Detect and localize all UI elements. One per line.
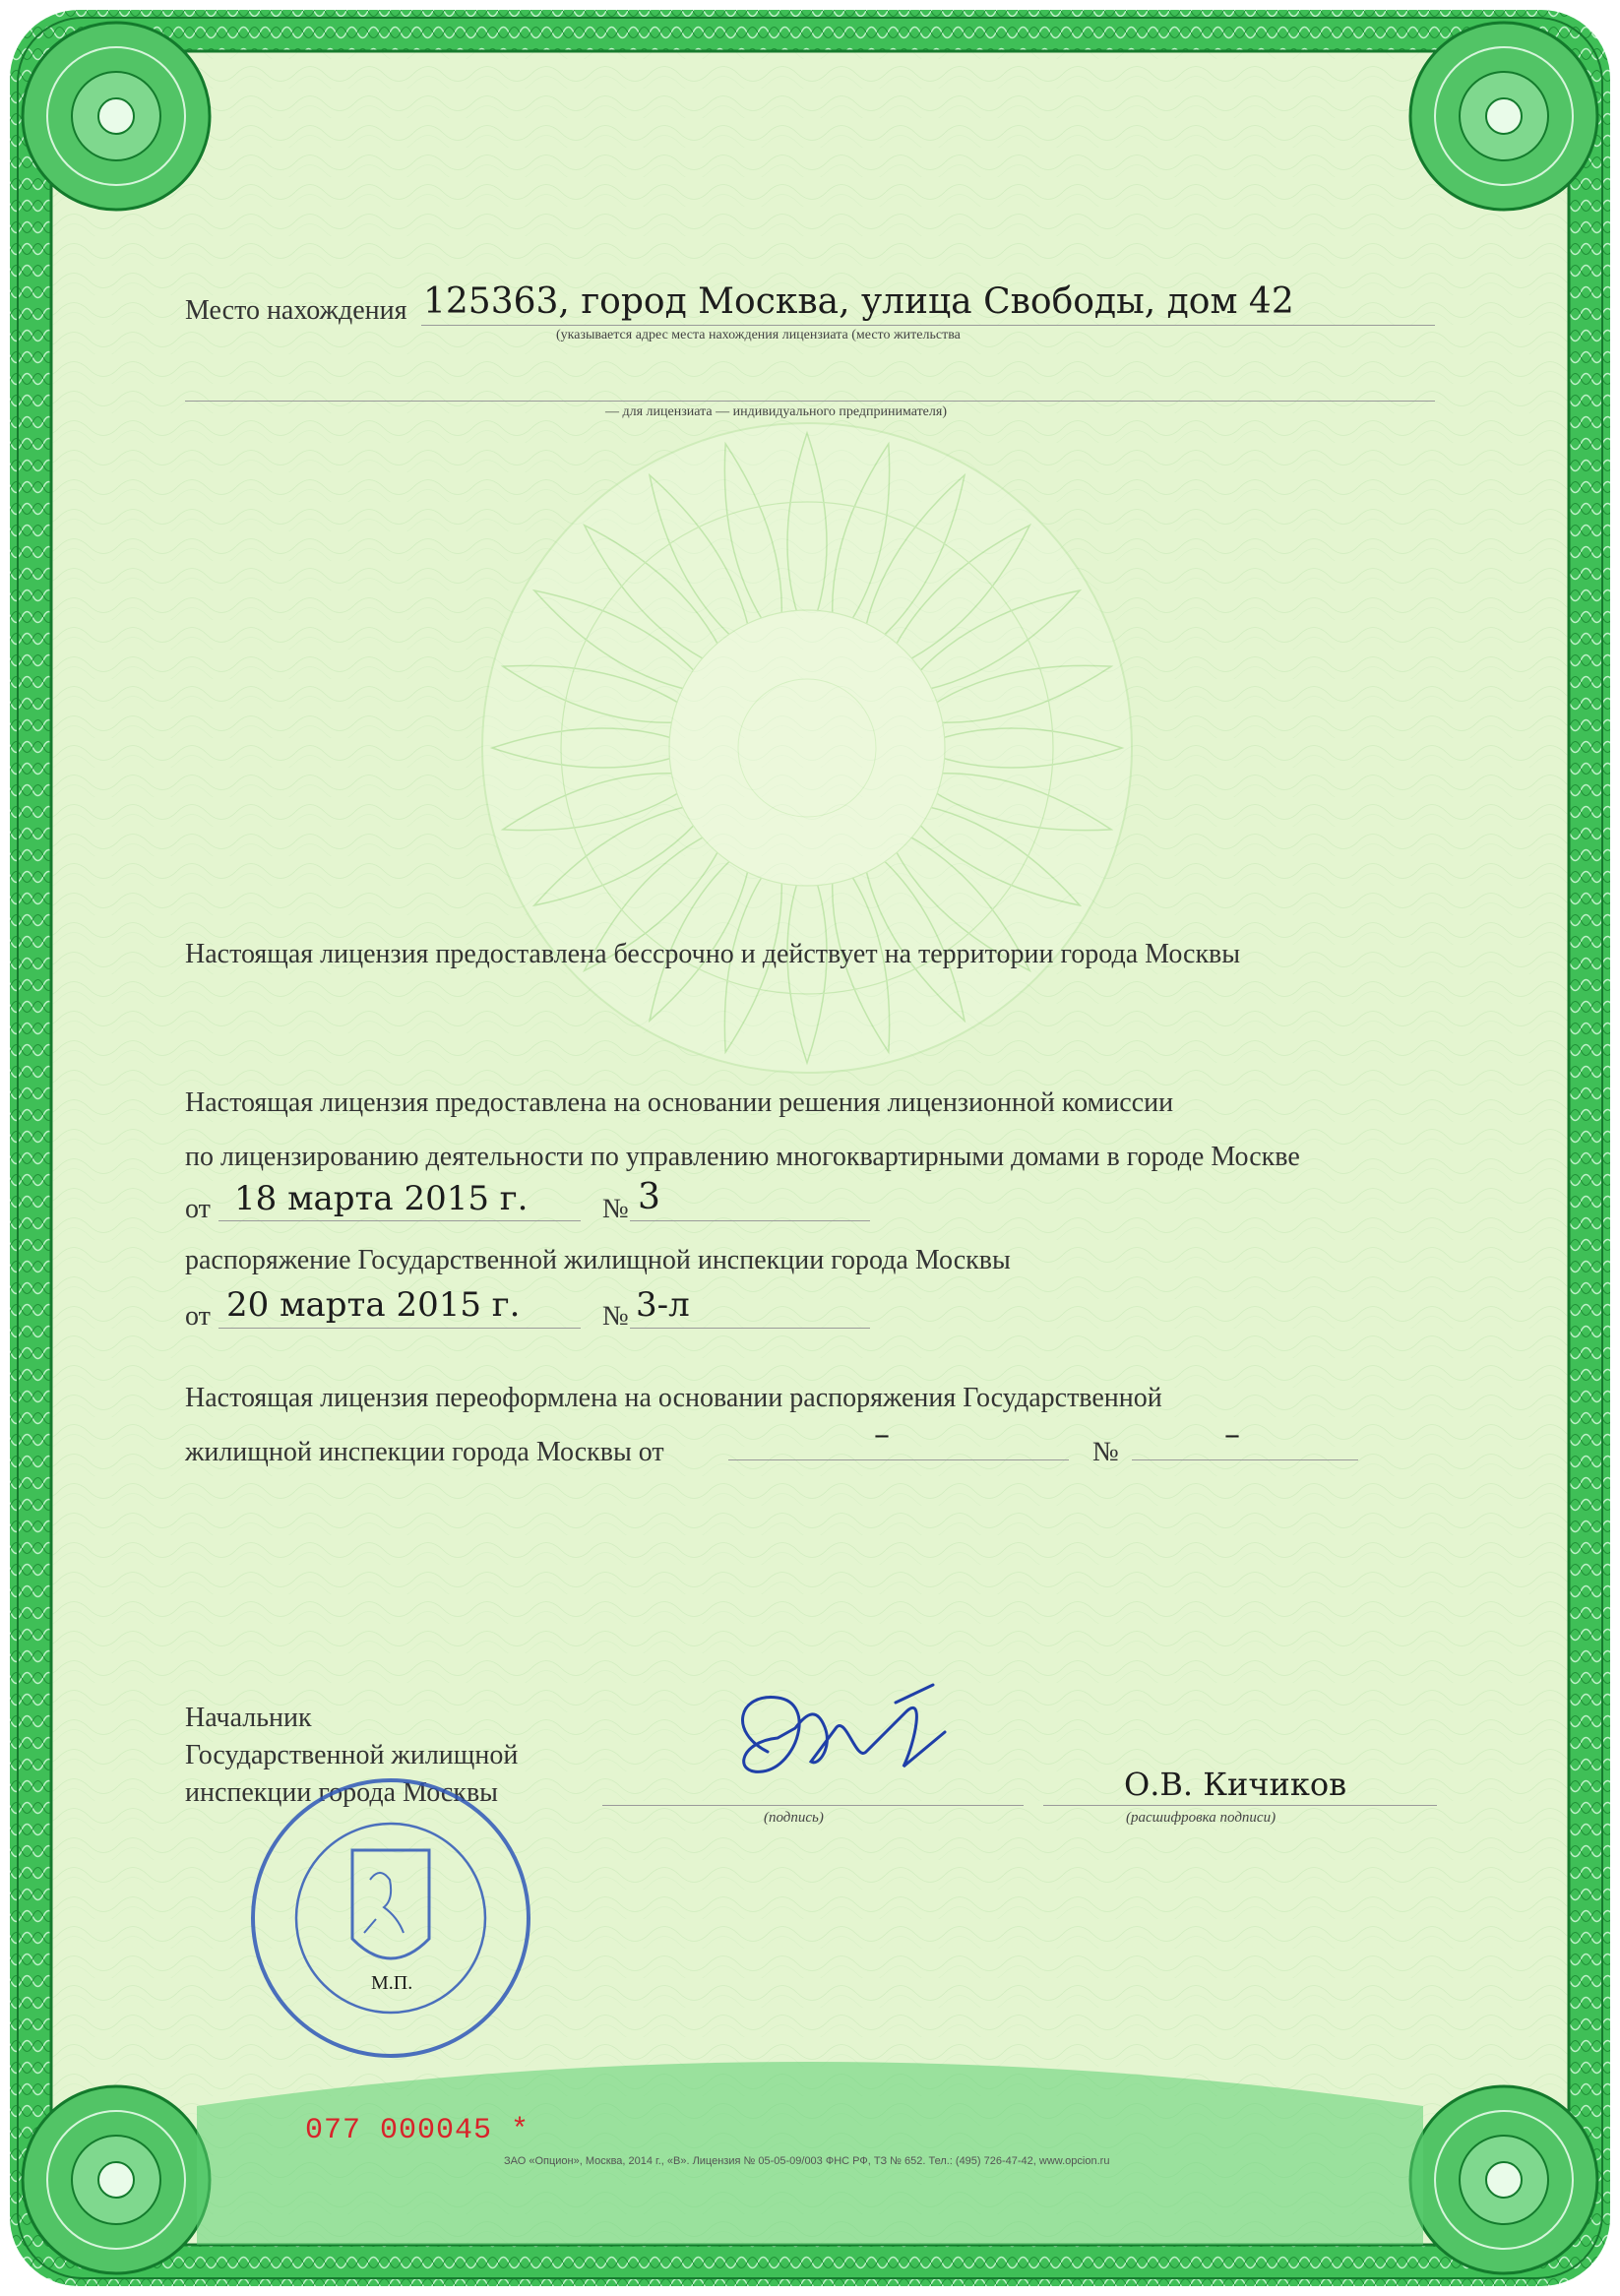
reissue-date-line <box>728 1459 1069 1460</box>
decision-from-label: от <box>185 1194 211 1224</box>
address-hint-2: — для лицензиата — индивидуального предпринимателя) <box>605 404 947 419</box>
decision-num-label: № <box>602 1194 629 1224</box>
order-from-label: от <box>185 1301 211 1332</box>
order-number-line <box>630 1328 870 1329</box>
signature-hint: (подпись) <box>764 1810 824 1826</box>
printer-footer: ЗАО «Опцион», Москва, 2014 г., «В». Лицензия № 05-05-09/003 ФНС РФ, ТЗ № 652. Тел.: (495) 726-47-42, www.opcion.ru <box>504 2155 1110 2167</box>
signature-scribble <box>709 1673 984 1821</box>
reissue-line-2: жилищной инспекции города Москвы от <box>185 1437 664 1467</box>
address-underline-2 <box>185 401 1435 402</box>
reissue-number: – <box>1224 1415 1240 1453</box>
position-line-2: Государственной жилищной <box>185 1740 519 1770</box>
reissue-date: – <box>874 1415 890 1453</box>
signature-line <box>602 1805 1024 1806</box>
reissue-num-label: № <box>1092 1437 1119 1467</box>
bottom-ornament-band <box>197 2062 1423 2245</box>
order-num-label: № <box>602 1301 629 1332</box>
name-line <box>1043 1805 1437 1806</box>
signatory-name: О.В. Кичиков <box>1124 1766 1347 1803</box>
position-line-1: Начальник <box>185 1703 312 1733</box>
reissue-number-line <box>1132 1459 1358 1460</box>
reissue-line-1: Настоящая лицензия переоформлена на основании распоряжения Государственной <box>185 1383 1162 1413</box>
basis-line-1: Настоящая лицензия предоставлена на основании решения лицензионной комиссии <box>185 1087 1174 1118</box>
order-line: распоряжение Государственной жилищной инспекции города Москвы <box>185 1245 1011 1275</box>
basis-line-2: по лицензированию деятельности по управлению многоквартирными домами в городе Москве <box>185 1142 1300 1172</box>
address-label: Место нахождения <box>185 295 407 326</box>
order-number: 3-л <box>636 1285 690 1325</box>
term-statement: Настоящая лицензия предоставлена бессрочно и действует на территории города Москвы <box>185 939 1241 969</box>
decision-date-line <box>218 1220 581 1221</box>
decision-number-line <box>630 1220 870 1221</box>
position-line-3: инспекции города Москвы <box>185 1777 498 1808</box>
address-hint-1: (указывается адрес места нахождения лицензиата (место жительства <box>556 328 961 342</box>
decision-number: 3 <box>638 1177 660 1217</box>
order-date: 20 марта 2015 г. <box>226 1285 521 1325</box>
address-underline <box>421 325 1435 326</box>
address-value: 125363, город Москва, улица Свободы, дом 42 <box>423 281 1294 322</box>
order-date-line <box>218 1328 581 1329</box>
decision-date: 18 марта 2015 г. <box>234 1179 529 1218</box>
serial-number: 077 000045 * <box>305 2114 530 2147</box>
official-stamp <box>244 1771 537 2065</box>
name-hint: (расшифровка подписи) <box>1126 1810 1277 1826</box>
stamp-mp: М.П. <box>371 1972 413 1994</box>
